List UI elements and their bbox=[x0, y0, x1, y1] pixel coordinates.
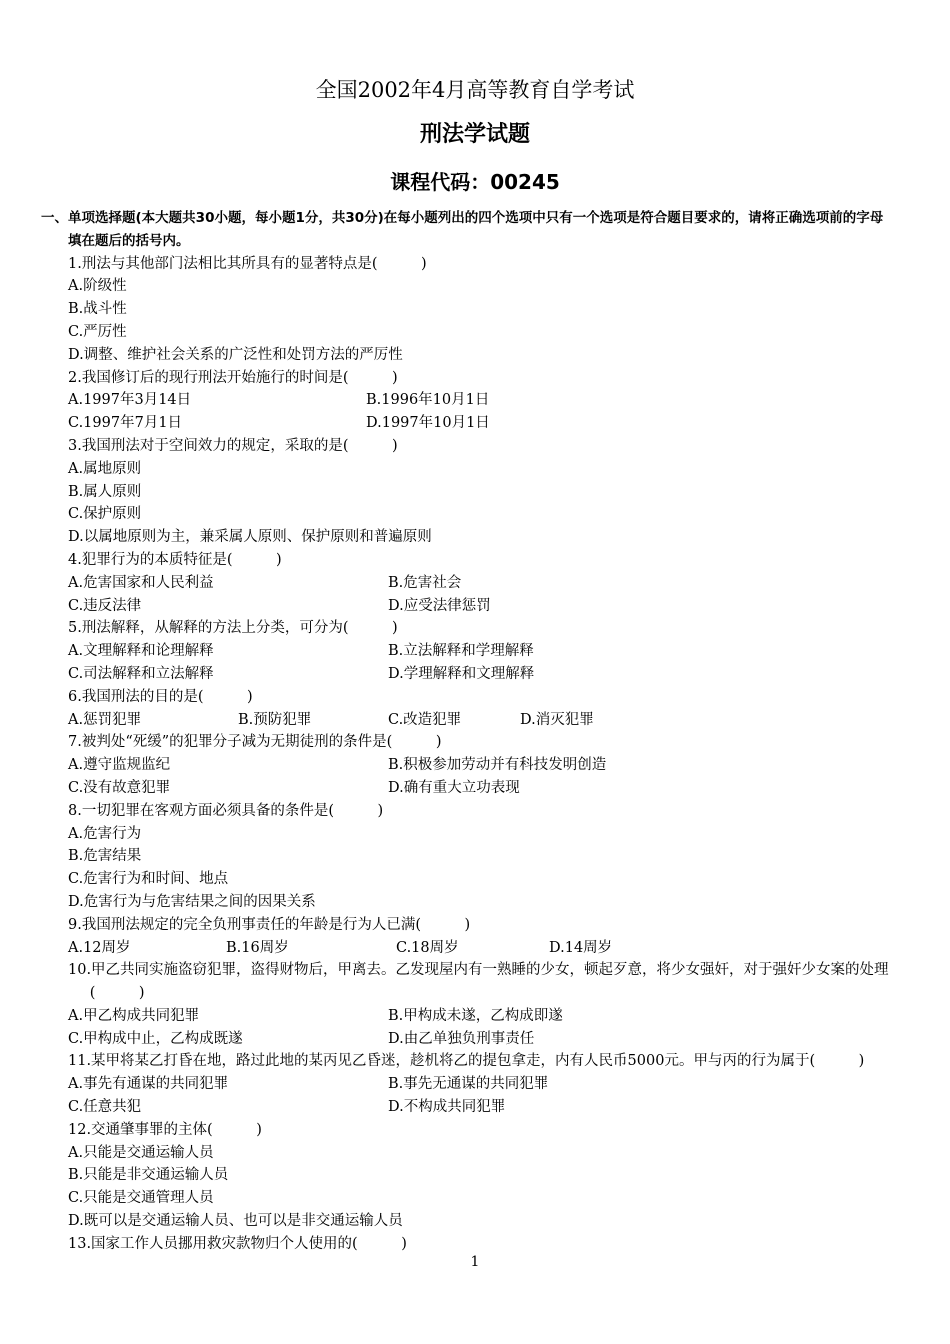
option-row bbox=[68, 754, 890, 777]
option-a: A.属地原则 bbox=[68, 460, 142, 477]
option-a: A.1997年3月14日 bbox=[68, 392, 192, 409]
option-a: A.惩罚犯罪 bbox=[68, 711, 142, 728]
option-c: C.危害行为和时间、地点 bbox=[68, 871, 229, 888]
option-a: A.危害行为 bbox=[68, 825, 142, 842]
option-row bbox=[68, 572, 890, 595]
course-code: 课程代码：00245 bbox=[390, 170, 560, 194]
option-b: B.战斗性 bbox=[68, 301, 127, 318]
option-c: C.保护原则 bbox=[68, 506, 142, 523]
option-row bbox=[68, 389, 890, 412]
question-stem: 1.刑法与其他部门法相比其所具有的显著特点是( ) bbox=[68, 255, 427, 272]
option-d: D.学理解释和文理解释 bbox=[388, 665, 535, 682]
exam-title: 全国2002年4月高等教育自学考试 bbox=[315, 78, 635, 102]
question-stem: 2.我国修订后的现行刑法开始施行的时间是( ) bbox=[68, 369, 398, 386]
question-stem: 13.国家工作人员挪用救灾款物归个人使用的( ) bbox=[68, 1235, 407, 1252]
question-stem: 8.一切犯罪在客观方面必须具备的条件是( ) bbox=[68, 802, 384, 819]
option-row bbox=[68, 595, 890, 618]
option-d: D.由乙单独负刑事责任 bbox=[388, 1030, 535, 1047]
option-b: B.积极参加劳动并有科技发明创造 bbox=[388, 757, 607, 774]
option-row bbox=[68, 640, 890, 663]
section-heading: 一、单项选择题(本大题共30小题，每小题1分，共30分)在每小题列出的四个选项中只有一个选项是符合题目要求的，请将正确选项前的字母填在题后的括号内。 bbox=[41, 210, 884, 249]
option-b: B.1996年10月1日 bbox=[366, 392, 490, 409]
option-b: B.属人原则 bbox=[68, 483, 142, 500]
option-row bbox=[68, 709, 890, 732]
option-c: C.没有故意犯罪 bbox=[68, 779, 171, 796]
option-row bbox=[68, 663, 890, 686]
question-stem: 7.被判处“死缓”的犯罪分子减为无期徒刑的条件是( ) bbox=[68, 734, 442, 751]
option-row bbox=[68, 1073, 890, 1096]
option-row bbox=[68, 412, 890, 435]
question-stem: 4.犯罪行为的本质特征是( ) bbox=[68, 551, 282, 568]
option-c: C.改造犯罪 bbox=[388, 711, 462, 728]
option-row bbox=[68, 1096, 890, 1119]
option-a: A.遵守监规监纪 bbox=[68, 757, 171, 774]
option-row bbox=[68, 937, 890, 960]
option-b: B.事先无通谋的共同犯罪 bbox=[388, 1076, 549, 1093]
question-stem: 11.某甲将某乙打昏在地，路过此地的某丙见乙昏迷，趁机将乙的提包拿走，内有人民币5000元。甲与丙的行为属于( ) bbox=[68, 1053, 865, 1070]
option-a: A.甲乙构成共同犯罪 bbox=[68, 1007, 200, 1024]
option-d: D.1997年10月1日 bbox=[366, 415, 490, 432]
option-c: C.违反法律 bbox=[68, 597, 142, 614]
option-c: C.1997年7月1日 bbox=[68, 415, 183, 432]
question-stem: 9.我国刑法规定的完全负刑事责任的年龄是行为人已满( ) bbox=[68, 916, 471, 933]
option-b: B.只能是非交通运输人员 bbox=[68, 1167, 229, 1184]
option-d: D.14周岁 bbox=[549, 939, 613, 956]
subject-title: 刑法学试题 bbox=[419, 122, 530, 147]
option-row bbox=[68, 1028, 890, 1051]
option-d: D.消灭犯罪 bbox=[520, 711, 594, 728]
option-c: C.18周岁 bbox=[396, 939, 459, 956]
question-stem: 12.交通肇事罪的主体( ) bbox=[68, 1121, 262, 1138]
option-a: A.文理解释和论理解释 bbox=[68, 643, 214, 660]
option-row bbox=[68, 1005, 890, 1028]
option-b: B.危害社会 bbox=[388, 574, 462, 591]
question-body bbox=[41, 207, 890, 1256]
option-b: B.甲构成未遂，乙构成即遂 bbox=[388, 1007, 563, 1024]
option-a: A.只能是交通运输人员 bbox=[68, 1144, 214, 1161]
option-d: D.不构成共同犯罪 bbox=[388, 1099, 506, 1116]
option-a: A.12周岁 bbox=[68, 939, 131, 956]
option-c: C.任意共犯 bbox=[68, 1099, 142, 1116]
option-b: B.预防犯罪 bbox=[238, 711, 312, 728]
option-d: D.确有重大立功表现 bbox=[388, 779, 520, 796]
option-a: A.危害国家和人民利益 bbox=[68, 574, 214, 591]
option-d: D.应受法律惩罚 bbox=[388, 597, 491, 614]
question-stem: 3.我国刑法对于空间效力的规定，采取的是( ) bbox=[68, 437, 398, 454]
option-d: D.既可以是交通运输人员、也可以是非交通运输人员 bbox=[68, 1213, 403, 1230]
option-b: B.立法解释和学理解释 bbox=[388, 643, 534, 660]
page-number: 1 bbox=[470, 1254, 480, 1270]
option-c: C.司法解释和立法解释 bbox=[68, 665, 214, 682]
option-c: C.只能是交通管理人员 bbox=[68, 1190, 214, 1207]
question-stem: 10.甲乙共同实施盗窃犯罪，盗得财物后，甲离去。乙发现屋内有一熟睡的少女，顿起歹意，将少女强奸，对于强奸少女案的处理( ) bbox=[68, 962, 889, 1002]
option-c: C.甲构成中止，乙构成既遂 bbox=[68, 1030, 243, 1047]
option-row bbox=[68, 777, 890, 800]
option-c: C.严厉性 bbox=[68, 323, 127, 340]
option-a: A.事先有通谋的共同犯罪 bbox=[68, 1076, 229, 1093]
option-a: A.阶级性 bbox=[68, 278, 127, 295]
question-stem: 5.刑法解释，从解释的方法上分类，可分为( ) bbox=[68, 620, 398, 637]
option-b: B.16周岁 bbox=[226, 939, 289, 956]
option-d: D.调整、维护社会关系的广泛性和处罚方法的严厉性 bbox=[68, 346, 403, 363]
question-stem: 6.我国刑法的目的是( ) bbox=[68, 688, 253, 705]
option-d: D.以属地原则为主，兼采属人原则、保护原则和普遍原则 bbox=[68, 529, 432, 546]
option-d: D.危害行为与危害结果之间的因果关系 bbox=[68, 893, 316, 910]
option-b: B.危害结果 bbox=[68, 848, 142, 865]
